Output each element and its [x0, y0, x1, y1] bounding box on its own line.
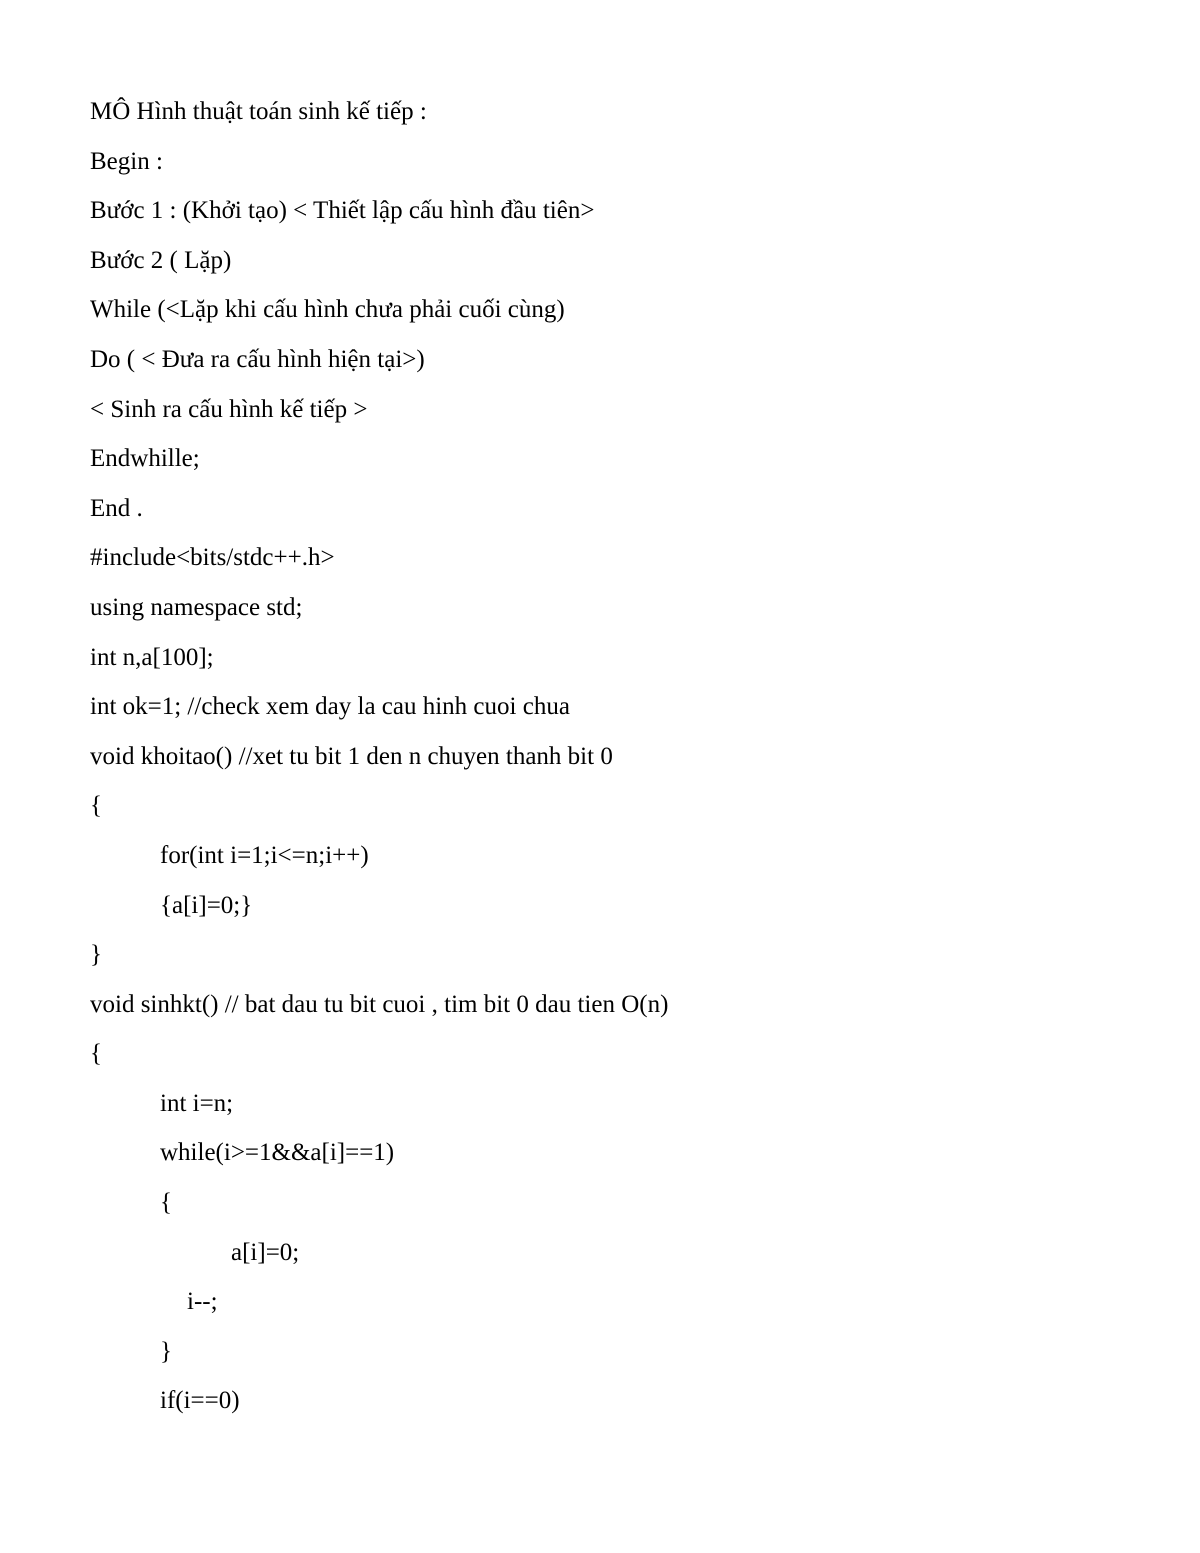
code-line: { — [90, 792, 102, 820]
code-line: while(i>=1&&a[i]==1) — [160, 1139, 395, 1167]
code-line: int i=n; — [160, 1089, 234, 1117]
code-line: for(int i=1;i<=n;i++) — [160, 841, 369, 869]
code-line: i--; — [187, 1288, 218, 1316]
text-line: < Sinh ra cấu hình kế tiếp > — [90, 395, 368, 423]
text-line: Endwhille; — [90, 445, 200, 473]
code-line: { — [90, 1040, 102, 1068]
code-line: a[i]=0; — [231, 1238, 300, 1266]
code-line: int ok=1; //check xem day la cau hinh cuoi chua — [90, 693, 570, 721]
document-body — [90, 92, 1130, 1431]
text-line: Bước 2 ( Lặp) — [90, 246, 232, 274]
code-line: } — [160, 1337, 172, 1365]
code-line: void khoitao() //xet tu bit 1 den n chuyen thanh bit 0 — [90, 742, 613, 770]
text-line: Begin : — [90, 147, 163, 175]
heading-line: MÔ Hình thuật toán sinh kế tiếp : — [90, 98, 427, 125]
text-line: While (<Lặp khi cấu hình chưa phải cuối cùng) — [90, 296, 565, 324]
code-line: #include<bits/stdc++.h> — [90, 544, 335, 572]
code-line: using namespace std; — [90, 593, 303, 621]
code-line: int n,a[100]; — [90, 643, 214, 671]
code-line: void sinhkt() // bat dau tu bit cuoi , tim bit 0 dau tien O(n) — [90, 990, 669, 1018]
code-line: {a[i]=0;} — [160, 891, 253, 919]
code-line: if(i==0) — [160, 1387, 240, 1415]
text-line: Bước 1 : (Khởi tạo) < Thiết lập cấu hình đầu tiên> — [90, 197, 595, 225]
code-line: { — [160, 1189, 172, 1217]
text-line: End . — [90, 494, 143, 522]
code-line: } — [90, 941, 102, 969]
text-line: Do ( < Đưa ra cấu hình hiện tại>) — [90, 345, 425, 373]
